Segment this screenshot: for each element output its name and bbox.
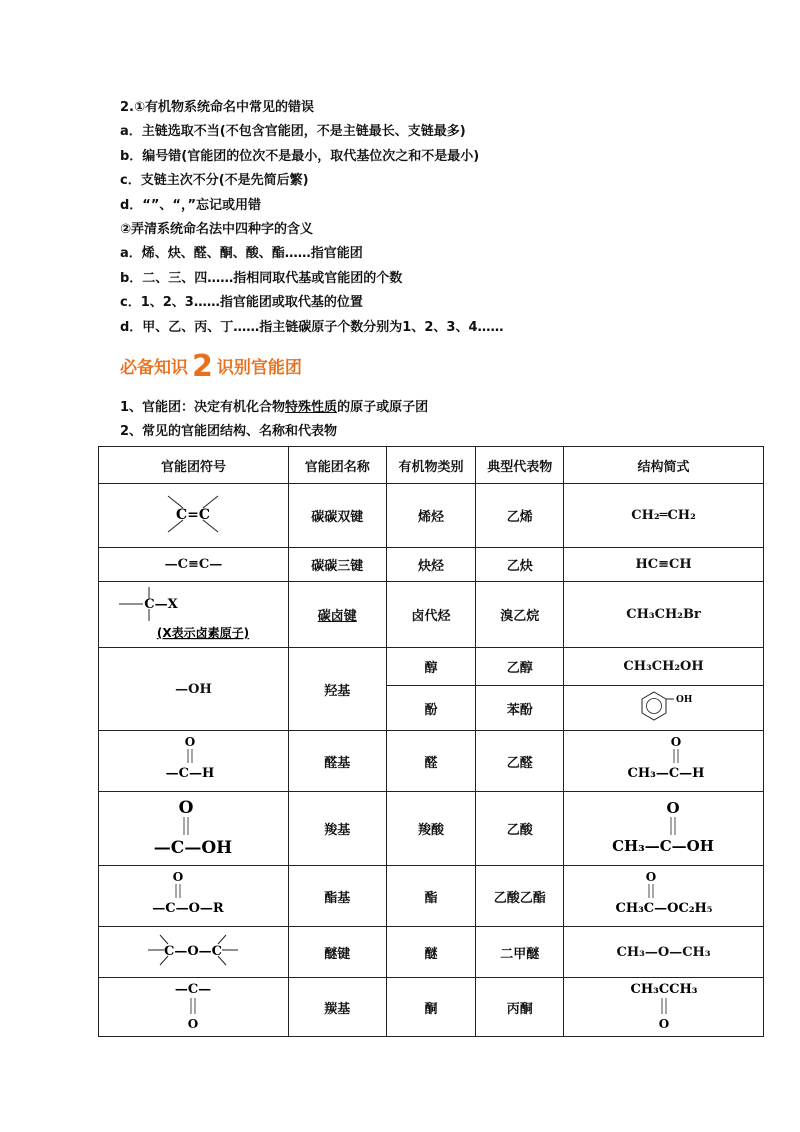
note-line: d．甲、乙、丙、丁……指主链碳原子个数分别为1、2、3、4…… xyxy=(120,319,504,335)
group-name: 羟基 xyxy=(288,648,386,731)
example-compound: 丙酮 xyxy=(476,978,564,1037)
symbol-text: —C—H xyxy=(166,766,215,781)
table-row xyxy=(99,978,764,1037)
structural-formula xyxy=(564,686,764,731)
table-row xyxy=(99,731,764,792)
header-symbol: 官能团符号 xyxy=(99,447,289,484)
table-row xyxy=(99,792,764,866)
definition-2: 2、常见的官能团结构、名称和代表物 xyxy=(120,424,338,439)
group-name: 碳碳双键 xyxy=(288,484,386,548)
definition-1-text: 1、官能团：决定有机化合物 xyxy=(120,400,286,415)
header-category: 有机物类别 xyxy=(386,447,476,484)
symbol-text: C—X xyxy=(144,596,179,612)
table-header-row xyxy=(99,447,764,484)
symbol-cell xyxy=(99,731,289,792)
formula-text: CH₃—C—OH xyxy=(611,836,714,855)
compound-category: 炔烃 xyxy=(386,548,476,582)
symbol-cell xyxy=(99,978,289,1037)
carboxyl-structure xyxy=(128,793,258,861)
note-line: a．烯、炔、醛、酮、酸、酯……指官能团 xyxy=(120,246,363,262)
group-name: 羧基 xyxy=(288,792,386,866)
note-line: b．二、三、四……指相同取代基或官能团的个数 xyxy=(120,270,403,286)
symbol-text: —C— xyxy=(175,982,212,997)
section-number: 2 xyxy=(192,349,213,384)
formula-oxygen: O xyxy=(670,735,681,749)
phenol-oh-label: OH xyxy=(675,695,692,705)
compound-category: 酯 xyxy=(386,866,476,927)
symbol-oxygen: O xyxy=(188,1017,199,1031)
symbol-cell: —OH xyxy=(99,648,289,731)
note-line: d．“”、“，”忘记或用错 xyxy=(120,197,261,213)
phenol-structure xyxy=(624,686,704,726)
symbol-oxygen: O xyxy=(173,870,184,884)
carbon-halogen-structure xyxy=(103,583,283,643)
symbol-text: C=C xyxy=(176,506,211,523)
double-bond-structure xyxy=(133,486,253,542)
table-row xyxy=(99,866,764,927)
symbol-text: —C—O—R xyxy=(152,901,225,916)
group-name: 羰基 xyxy=(288,978,386,1037)
group-name: 碳碳三键 xyxy=(288,548,386,582)
formula-oxygen: O xyxy=(665,798,680,817)
structural-formula xyxy=(564,866,764,927)
table-row xyxy=(99,548,764,582)
example-compound: 乙炔 xyxy=(476,548,564,582)
symbol-text: C—O—C xyxy=(164,944,223,959)
group-name: 醛基 xyxy=(288,731,386,792)
group-name: 醚键 xyxy=(288,927,386,978)
group-name: 酯基 xyxy=(288,866,386,927)
structural-formula xyxy=(564,731,764,792)
definition-1 xyxy=(120,396,760,420)
symbol-oxygen: O xyxy=(179,797,194,818)
note-line: 2.①有机物系统命名中常见的错误 xyxy=(120,100,314,115)
compound-category: 羧酸 xyxy=(386,792,476,866)
acetone-structure xyxy=(594,978,734,1032)
table-row xyxy=(99,648,764,686)
symbol-cell: —C≡C— xyxy=(99,548,289,582)
example-compound: 乙烯 xyxy=(476,484,564,548)
symbol-cell xyxy=(99,582,289,648)
ester-structure xyxy=(128,866,258,922)
note-line: a．主链选取不当(不包含官能团，不是主链最长、支链最多) xyxy=(120,124,466,140)
table-row xyxy=(99,927,764,978)
example-compound: 乙醛 xyxy=(476,731,564,792)
compound-category: 酮 xyxy=(386,978,476,1037)
structural-formula: CH₃—O—CH₃ xyxy=(564,927,764,978)
ethyl-acetate-structure xyxy=(589,866,739,922)
symbol-cell xyxy=(99,792,289,866)
compound-category: 卤代烃 xyxy=(386,582,476,648)
symbol-cell xyxy=(99,484,289,548)
symbol-cell xyxy=(99,866,289,927)
note-line: c．1、2、3……指官能团或取代基的位置 xyxy=(120,295,363,311)
definition-1-underlined: 特殊性质 xyxy=(285,400,338,415)
example-compound: 乙醇 xyxy=(476,648,564,686)
section-heading xyxy=(120,350,302,384)
symbol-oxygen: O xyxy=(185,735,196,749)
formula-text: CH₃CCH₃ xyxy=(630,982,698,997)
example-compound: 二甲醚 xyxy=(476,927,564,978)
header-formula: 结构简式 xyxy=(564,447,764,484)
note-line: c．支链主次不分(不是先简后繁) xyxy=(120,173,309,189)
section-title: 识别官能团 xyxy=(216,358,302,378)
section-prefix: 必备知识 xyxy=(120,358,188,378)
note-line: ②弄清系统命名法中四种字的含义 xyxy=(120,221,314,237)
example-compound: 乙酸乙酯 xyxy=(476,866,564,927)
formula-text: CH₃C—OC₂H₅ xyxy=(615,901,713,916)
structural-formula: CH₃CH₂Br xyxy=(564,582,764,648)
aldehyde-structure xyxy=(138,731,248,787)
formula-text: CH₃—C—H xyxy=(627,766,705,781)
structural-formula xyxy=(564,792,764,866)
structural-formula xyxy=(564,978,764,1037)
formula-oxygen: O xyxy=(645,870,656,884)
naming-errors-notes xyxy=(120,96,760,340)
header-name: 官能团名称 xyxy=(288,447,386,484)
group-name: 碳卤键 xyxy=(288,582,386,648)
structural-formula: CH₃CH₂OH xyxy=(564,648,764,686)
compound-category: 烯烃 xyxy=(386,484,476,548)
carbonyl-structure xyxy=(138,978,248,1032)
definitions xyxy=(120,396,760,444)
compound-category: 醇 xyxy=(386,648,476,686)
header-example: 典型代表物 xyxy=(476,447,564,484)
structural-formula: CH₂═CH₂ xyxy=(564,484,764,548)
ether-structure xyxy=(128,927,258,973)
compound-category: 酚 xyxy=(386,686,476,731)
formula-oxygen: O xyxy=(658,1017,669,1031)
functional-group-table xyxy=(98,446,764,1037)
compound-category: 醛 xyxy=(386,731,476,792)
note-line: b．编号错(官能团的位次不是最小，取代基位次之和不是最小) xyxy=(120,148,480,164)
structural-formula: HC≡CH xyxy=(564,548,764,582)
table-row xyxy=(99,582,764,648)
symbol-text: —C—OH xyxy=(154,837,233,858)
example-compound: 溴乙烷 xyxy=(476,582,564,648)
symbol-cell xyxy=(99,927,289,978)
table-row xyxy=(99,484,764,548)
example-compound: 苯酚 xyxy=(476,686,564,731)
example-compound: 乙酸 xyxy=(476,792,564,866)
definition-1-tail: 的原子或原子团 xyxy=(337,400,429,415)
compound-category: 醚 xyxy=(386,927,476,978)
symbol-note: (X表示卤素原子) xyxy=(157,625,250,640)
acetic-acid-structure xyxy=(579,793,749,861)
acetaldehyde-structure xyxy=(594,731,734,787)
